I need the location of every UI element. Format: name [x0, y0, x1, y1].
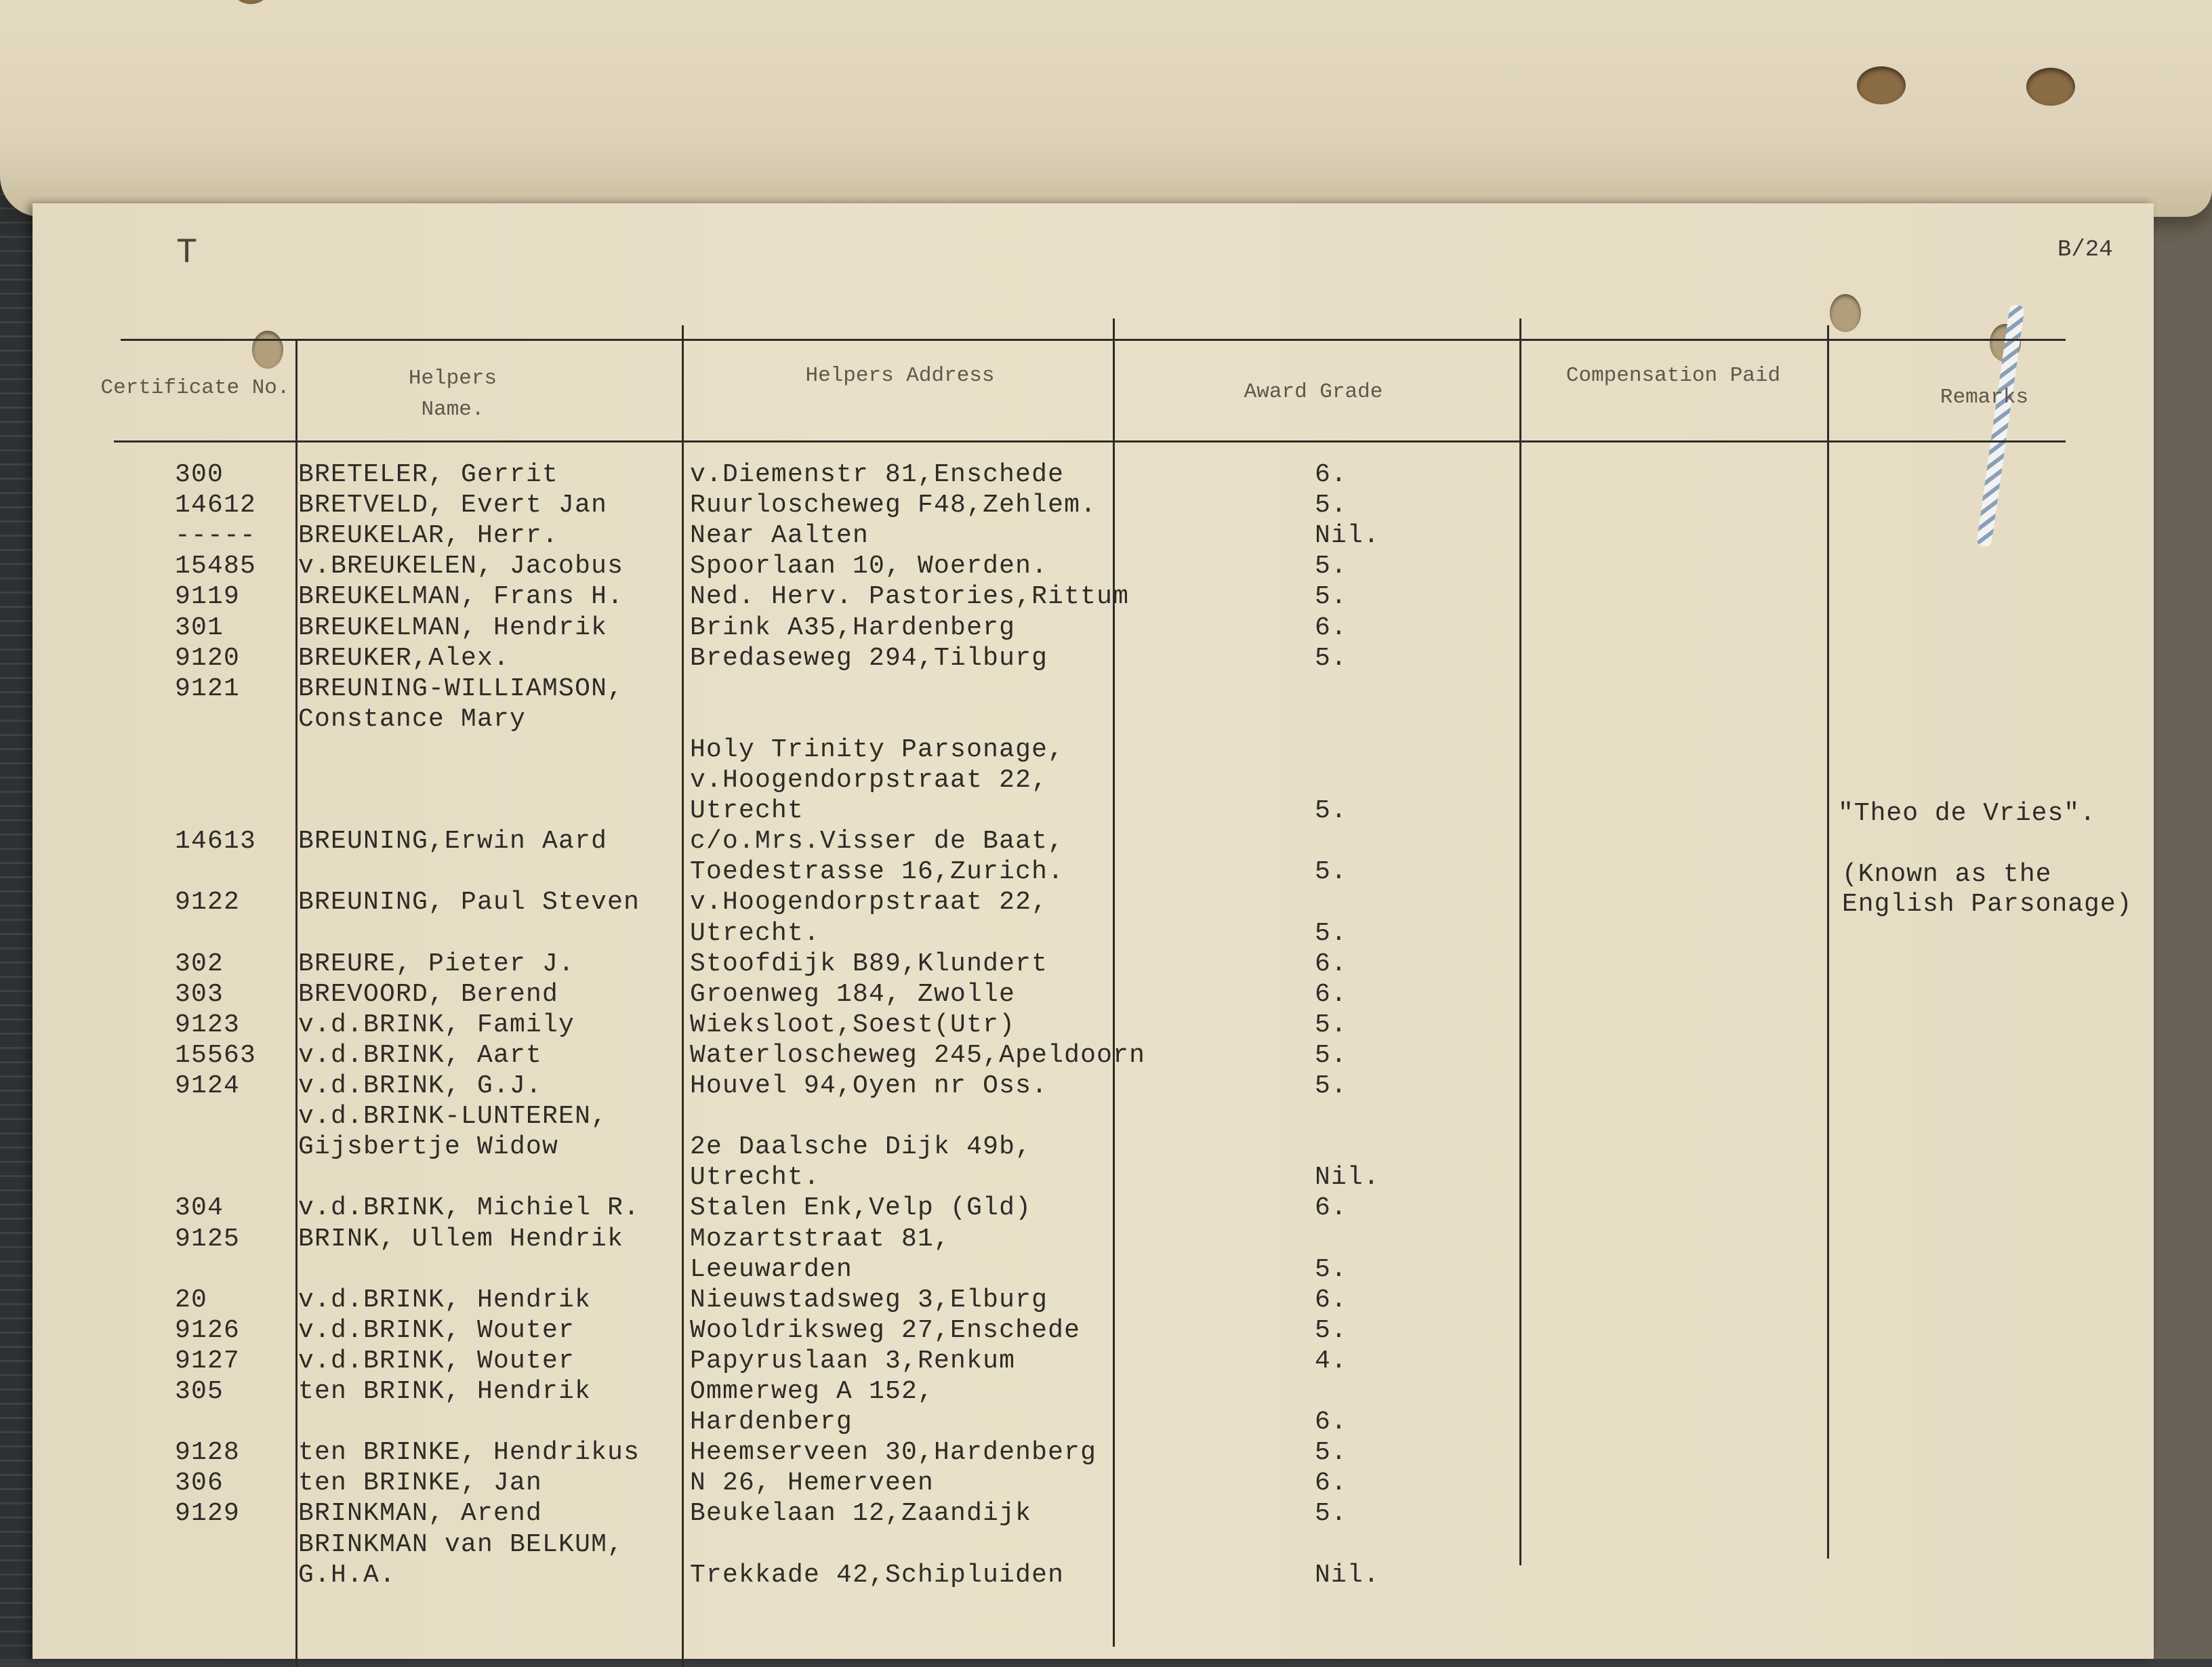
- cell-name: v.d.BRINK, Family: [298, 1010, 575, 1040]
- cell-address: v.Hoogendorpstraat 22,: [690, 888, 1048, 918]
- cell-address: Ruurloscheweg F48,Zehlem.: [690, 491, 1097, 520]
- cell-name: G.H.A.: [298, 1560, 396, 1590]
- cell-award: 6.: [1315, 949, 1348, 979]
- cell-award: 5.: [1315, 918, 1348, 948]
- cell-cert: 303: [175, 979, 224, 1009]
- cell-name: v.d.BRINK, Aart: [298, 1040, 543, 1070]
- cell-cert: 15485: [175, 552, 257, 581]
- column-header-compensation: Compensation Paid: [1565, 364, 1781, 388]
- cell-name: BREUKELMAN, Hendrik: [298, 613, 608, 642]
- cell-address: Beukelaan 12,Zaandijk: [690, 1499, 1032, 1529]
- cell-address: Houvel 94,Oyen nr Oss.: [690, 1071, 1048, 1100]
- column-header-remarks: Remarks: [1940, 386, 2029, 409]
- corner-mark: T: [176, 233, 198, 273]
- cell-award: 6.: [1315, 1285, 1348, 1315]
- cell-address: Toedestrasse 16,Zurich.: [690, 857, 1065, 887]
- cell-cert: 9126: [175, 1315, 241, 1345]
- cell-name: v.d.BRINK, Wouter: [298, 1315, 575, 1345]
- cell-name: v.d.BRINK, Michiel R.: [298, 1193, 640, 1223]
- column-header-address: Helpers Address: [805, 364, 995, 388]
- cell-name: BREUNING,Erwin Aard: [298, 827, 608, 857]
- cell-name: BREUNING, Paul Steven: [298, 888, 640, 918]
- cell-award: 6.: [1315, 613, 1348, 642]
- cell-cert: 14612: [175, 491, 257, 520]
- cell-name: v.d.BRINK, Wouter: [298, 1346, 575, 1376]
- remark-line: "Theo de Vries".: [1838, 799, 2096, 828]
- cell-address: Papyruslaan 3,Renkum: [690, 1346, 1016, 1376]
- cell-award: 6.: [1315, 979, 1348, 1009]
- cell-cert: 9128: [175, 1438, 241, 1468]
- cell-award: 5.: [1315, 1254, 1348, 1284]
- cell-name: BREUNING-WILLIAMSON,: [298, 674, 624, 703]
- cell-name: ten BRINKE, Jan: [298, 1468, 543, 1498]
- cell-address: Ommerweg A 152,: [690, 1377, 935, 1406]
- cell-award: 6.: [1315, 1193, 1348, 1223]
- cell-award: 6.: [1315, 1468, 1348, 1498]
- column-divider: [1113, 318, 1115, 1647]
- cell-address: Brink A35,Hardenberg: [690, 613, 1016, 642]
- cell-name: BREUKELMAN, Frans H.: [298, 582, 624, 612]
- cell-name: BREVOORD, Berend: [298, 979, 559, 1009]
- cell-address: Trekkade 42,Schipluiden: [690, 1560, 1065, 1590]
- punch-hole: [1830, 294, 1861, 332]
- cell-address: c/o.Mrs.Visser de Baat,: [690, 827, 1065, 857]
- column-header-award: Award Grade: [1244, 380, 1383, 404]
- cell-address: 2e Daalsche Dijk 49b,: [690, 1132, 1032, 1162]
- cell-name: BRINKMAN, Arend: [298, 1499, 543, 1529]
- cell-address: Wieksloot,Soest(Utr): [690, 1010, 1016, 1040]
- cell-cert: 9124: [175, 1071, 241, 1100]
- cell-name: v.BREUKELEN, Jacobus: [298, 552, 624, 581]
- column-header-name: Helpers Name.: [408, 367, 497, 421]
- cell-address: Stoofdijk B89,Klundert: [690, 949, 1048, 979]
- cell-name: Gijsbertje Widow: [298, 1132, 559, 1162]
- cell-award: 6.: [1315, 1407, 1348, 1437]
- cell-name: v.d.BRINK-LUNTEREN,: [298, 1102, 608, 1132]
- cell-name: v.d.BRINK, G.J.: [298, 1071, 543, 1100]
- cell-address: Stalen Enk,Velp (Gld): [690, 1193, 1032, 1223]
- cell-award: 5.: [1315, 1315, 1348, 1345]
- cell-address: Utrecht.: [690, 918, 821, 948]
- column-divider: [1827, 325, 1829, 1559]
- punch-hole: [1857, 66, 1906, 104]
- previous-page-fold: [0, 0, 2212, 217]
- cell-cert: 9129: [175, 1499, 241, 1529]
- cell-cert: 14613: [175, 827, 257, 857]
- cell-address: Wooldriksweg 27,Enschede: [690, 1315, 1081, 1345]
- cell-cert: 9119: [175, 582, 241, 612]
- cell-address: Utrecht: [690, 796, 804, 826]
- cell-cert: 9123: [175, 1010, 241, 1040]
- cell-award: 6.: [1315, 460, 1348, 489]
- cell-cert: 302: [175, 949, 224, 979]
- remark-line: English Parsonage): [1842, 890, 2133, 919]
- cell-cert: 15563: [175, 1040, 257, 1070]
- cell-name: BREUKER,Alex.: [298, 643, 510, 673]
- cell-award: 5.: [1315, 1499, 1348, 1529]
- cell-cert: 9121: [175, 674, 241, 703]
- cell-name: ten BRINKE, Hendrikus: [298, 1438, 640, 1468]
- cell-cert: -----: [175, 521, 257, 551]
- column-divider: [682, 325, 684, 1667]
- table-top-rule: [121, 339, 2066, 341]
- cell-cert: 9122: [175, 888, 241, 918]
- cell-name: ten BRINK, Hendrik: [298, 1377, 592, 1406]
- cell-address: v.Hoogendorpstraat 22,: [690, 766, 1048, 795]
- cell-cert: 300: [175, 460, 224, 489]
- ledger-sheet: [33, 203, 2154, 1659]
- cell-address: Utrecht.: [690, 1163, 821, 1193]
- cell-address: Mozartstraat 81,: [690, 1224, 951, 1254]
- cell-name: BRETVELD, Evert Jan: [298, 491, 608, 520]
- cell-award: 5.: [1315, 643, 1348, 673]
- cell-name: Constance Mary: [298, 704, 527, 734]
- cell-name: BRINK, Ullem Hendrik: [298, 1224, 624, 1254]
- cell-award: Nil.: [1315, 1163, 1380, 1193]
- cell-award: 4.: [1315, 1346, 1348, 1376]
- cell-address: Ned. Herv. Pastories,Rittum: [690, 582, 1130, 612]
- cell-cert: 301: [175, 613, 224, 642]
- cell-name: BRINKMAN van BELKUM,: [298, 1529, 624, 1559]
- cell-address: N 26, Hemerveen: [690, 1468, 935, 1498]
- background-surface-right: [2151, 0, 2212, 1659]
- cell-cert: 305: [175, 1377, 224, 1406]
- cell-name: BREUKELAR, Herr.: [298, 521, 559, 551]
- cell-award: 5.: [1315, 552, 1348, 581]
- cell-name: v.d.BRINK, Hendrik: [298, 1285, 592, 1315]
- cell-award: 5.: [1315, 857, 1348, 887]
- cell-award: 5.: [1315, 491, 1348, 520]
- column-divider: [1519, 318, 1521, 1565]
- cell-cert: 304: [175, 1193, 224, 1223]
- cell-address: Near Aalten: [690, 521, 869, 551]
- cell-address: Bredaseweg 294,Tilburg: [690, 643, 1048, 673]
- cell-award: 5.: [1315, 1438, 1348, 1468]
- punch-hole: [252, 331, 283, 369]
- cell-award: 5.: [1315, 582, 1348, 612]
- cell-award: Nil.: [1315, 521, 1380, 551]
- header-bottom-rule: [114, 440, 2066, 443]
- cell-address: Spoorlaan 10, Woerden.: [690, 552, 1048, 581]
- cell-address: v.Diemenstr 81,Enschede: [690, 460, 1065, 489]
- cell-cert: 9127: [175, 1346, 241, 1376]
- cell-award: 5.: [1315, 796, 1348, 826]
- cell-cert: 9125: [175, 1224, 241, 1254]
- cell-cert: 306: [175, 1468, 224, 1498]
- cell-address: Hardenberg: [690, 1407, 853, 1437]
- remark-line: (Known as the: [1842, 860, 2052, 889]
- cell-address: Nieuwstadsweg 3,Elburg: [690, 1285, 1048, 1315]
- page-reference: B/24: [2057, 237, 2113, 263]
- column-divider: [295, 339, 298, 1667]
- cell-address: Holy Trinity Parsonage,: [690, 735, 1065, 764]
- cell-name: BRETELER, Gerrit: [298, 460, 559, 489]
- cell-award: 5.: [1315, 1040, 1348, 1070]
- cell-cert: 20: [175, 1285, 208, 1315]
- punch-hole: [230, 0, 271, 4]
- cell-address: Waterloscheweg 245,Apeldoorn: [690, 1040, 1146, 1070]
- column-header-certificate: Certificate No.: [100, 376, 290, 400]
- punch-hole: [2026, 68, 2075, 106]
- cell-cert: 9120: [175, 643, 241, 673]
- cell-award: 5.: [1315, 1010, 1348, 1040]
- cell-award: Nil.: [1315, 1560, 1380, 1590]
- cell-award: 5.: [1315, 1071, 1348, 1100]
- cell-address: Groenweg 184, Zwolle: [690, 979, 1016, 1009]
- cell-address: Leeuwarden: [690, 1254, 853, 1284]
- cell-address: Heemserveen 30,Hardenberg: [690, 1438, 1097, 1468]
- cell-name: BREURE, Pieter J.: [298, 949, 575, 979]
